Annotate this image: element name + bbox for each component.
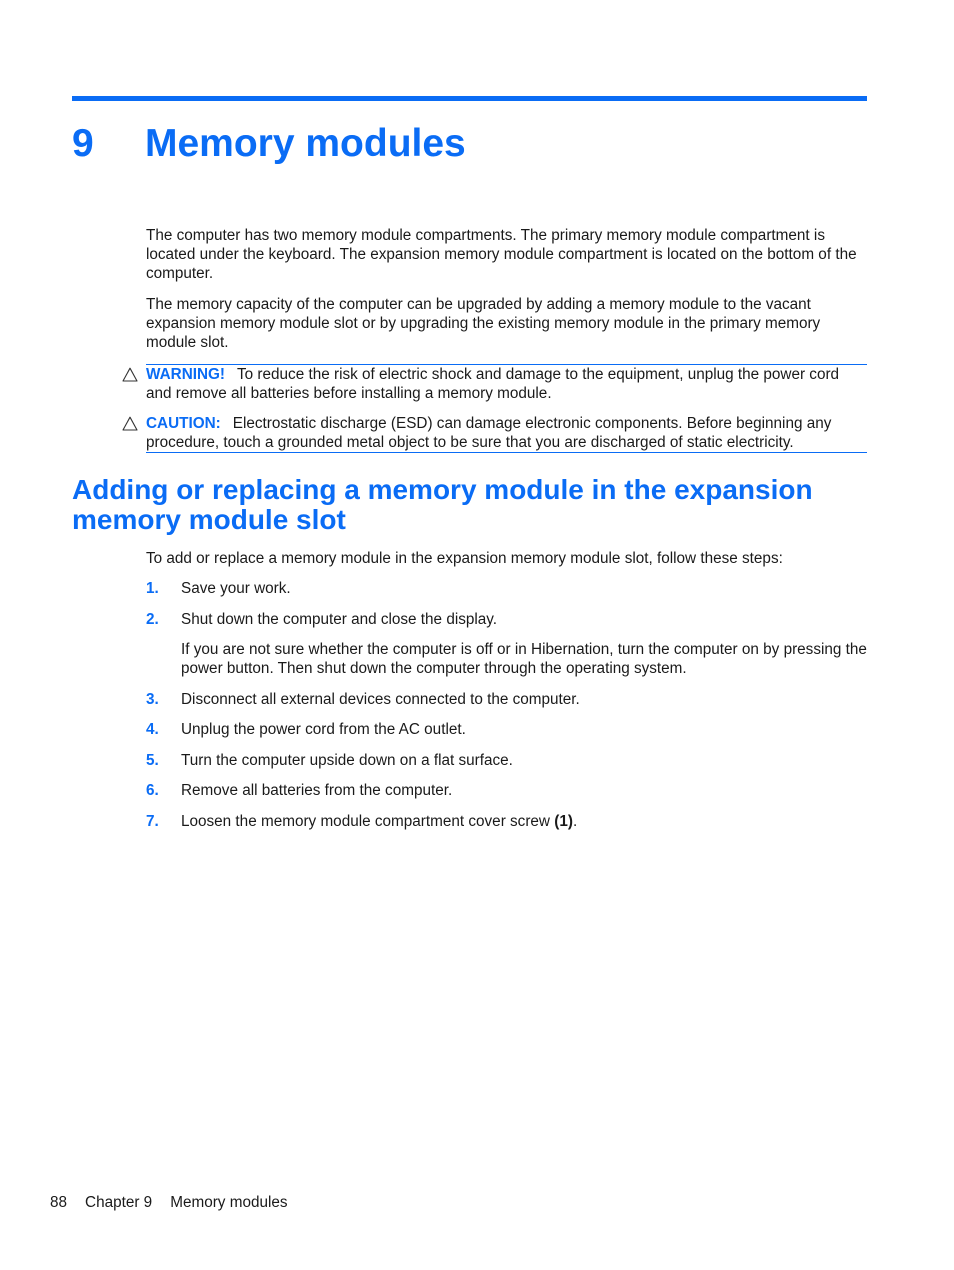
section-title: Adding or replacing a memory module in the expansion memory module slot xyxy=(72,474,813,535)
step-text-main: Loosen the memory module compartment cover screw xyxy=(181,813,555,830)
warning-notice xyxy=(146,364,867,403)
footer-chapter: Chapter 9 xyxy=(85,1194,153,1211)
step-text-end: . xyxy=(572,813,578,830)
step-text: Remove all batteries from the computer. xyxy=(181,782,453,799)
step-note: If you are not sure whether the computer is off or in Hibernation, turn the computer on by pressing the power button. Then shut down the computer through the operating system. xyxy=(181,641,867,677)
caution-text: Electrostatic discharge (ESD) can damage electronic components. Before beginning any procedure, touch a grounded metal object to be sure that you are discharged of static electricity. xyxy=(146,415,832,451)
step-text: Save your work. xyxy=(181,580,291,597)
chapter-title-text: Memory modules xyxy=(145,122,466,165)
step-number: 6. xyxy=(146,782,159,799)
step-text: Shut down the computer and close the display. xyxy=(181,611,498,628)
page-number: 88 xyxy=(50,1194,68,1211)
footer-title: Memory modules xyxy=(170,1194,288,1211)
step-text: Unplug the power cord from the AC outlet. xyxy=(181,721,466,738)
callout-number: (1) xyxy=(554,813,573,830)
warning-label: WARNING! xyxy=(146,366,226,383)
intro-paragraph-2: The memory capacity of the computer can be upgraded by adding a memory module to the vacant expansion memory module slot or by upgrading the existing memory module in the primary memory module slot. xyxy=(146,296,821,351)
step-number: 4. xyxy=(146,721,159,738)
intro-paragraph-1: The computer has two memory module compartments. The primary memory module compartment is located under the keyboard. The expansion memory module compartment is located on the bottom of the computer. xyxy=(146,227,857,282)
step-text: Disconnect all external devices connected to the computer. xyxy=(181,691,580,708)
step-number: 3. xyxy=(146,691,159,708)
step-number: 1. xyxy=(146,580,159,597)
warning-triangle-icon xyxy=(122,367,138,382)
section-lead: To add or replace a memory module in the expansion memory module slot, follow these steps: xyxy=(146,550,783,567)
chapter-title xyxy=(72,120,466,168)
caution-notice xyxy=(146,414,867,453)
chapter-number: 9 xyxy=(72,122,94,165)
step-text xyxy=(181,812,577,831)
caution-triangle-icon xyxy=(122,416,138,431)
step-text: Turn the computer upside down on a flat surface. xyxy=(181,752,513,769)
warning-text: To reduce the risk of electric shock and damage to the equipment, unplug the power cord and remove all batteries before installing a memory module. xyxy=(146,366,840,402)
step-number: 5. xyxy=(146,752,159,769)
step-number: 2. xyxy=(146,611,159,628)
chapter-top-rule xyxy=(72,96,867,101)
caution-label: CAUTION: xyxy=(146,415,221,432)
page-footer xyxy=(50,1193,306,1212)
step-number: 7. xyxy=(146,813,159,830)
